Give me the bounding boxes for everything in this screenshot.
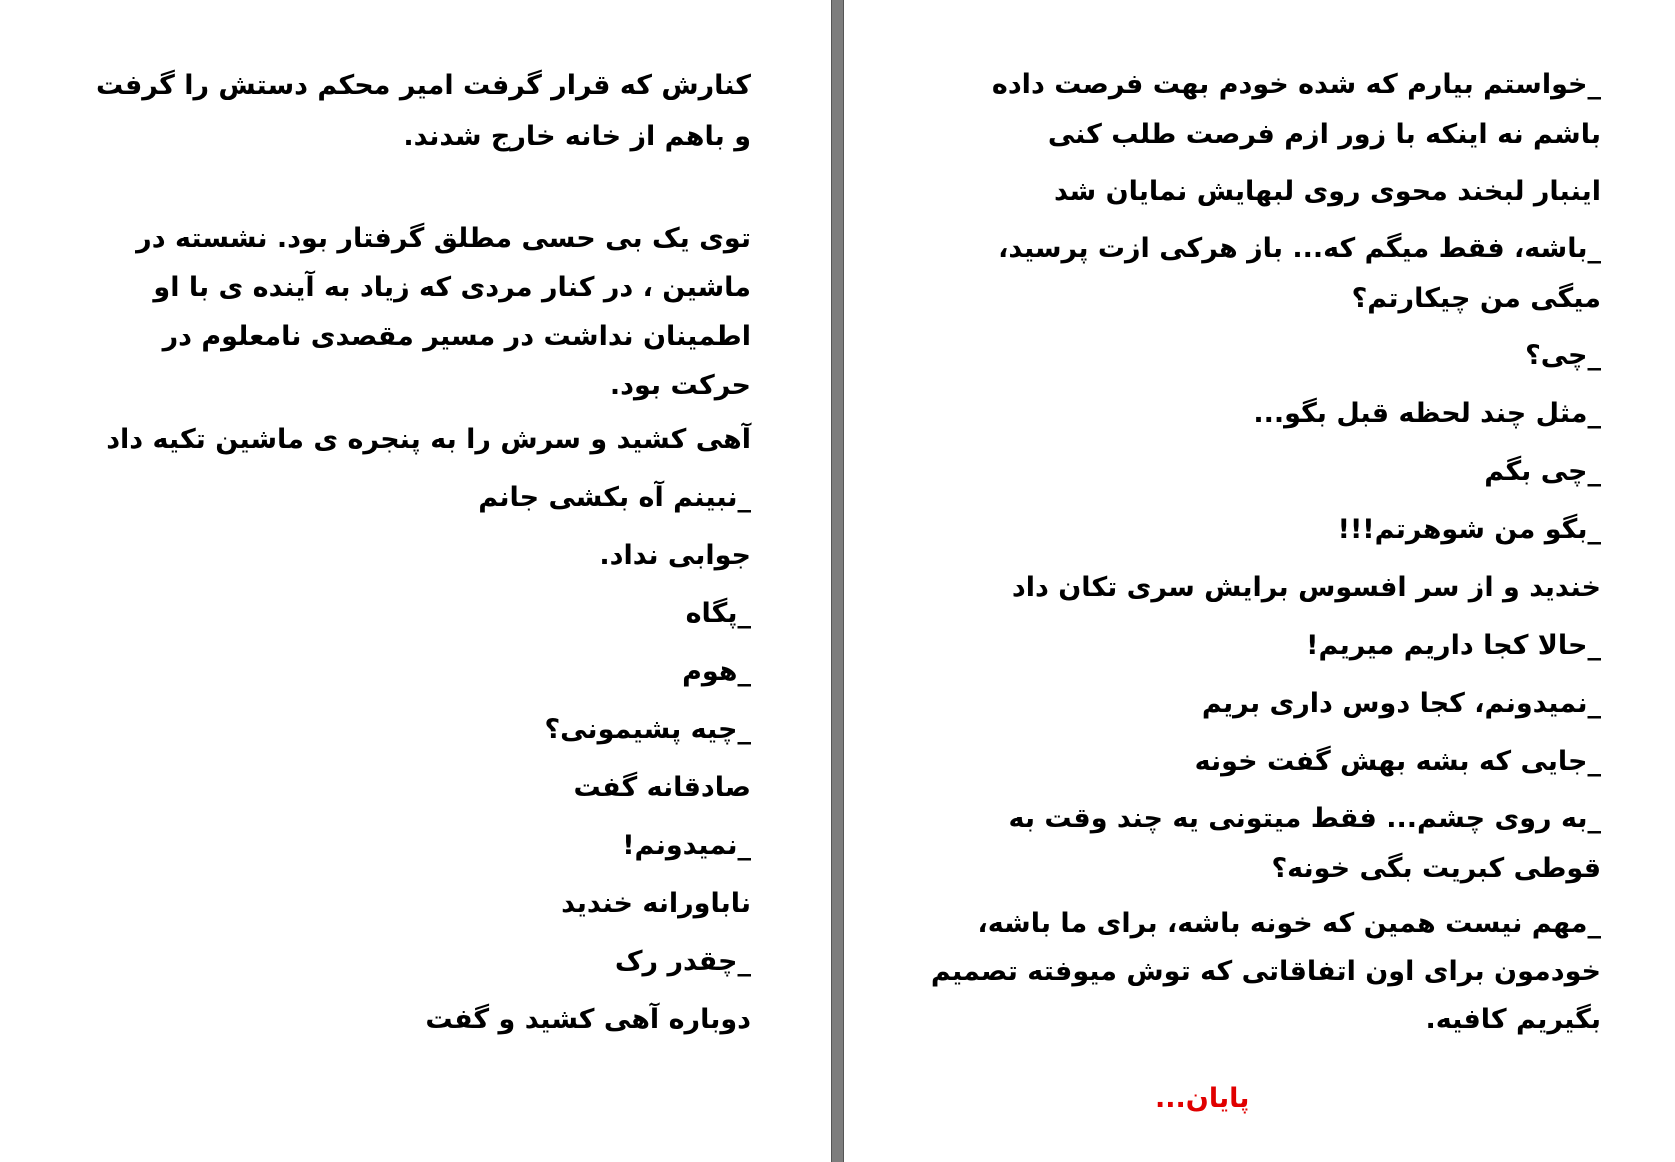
paragraph: _جایی که بشه بهش گفت خونه	[1194, 746, 1601, 777]
left-page	[0, 0, 832, 1162]
page-gutter	[832, 0, 843, 1162]
paragraph: دوباره آهی کشید و گفت	[425, 1004, 751, 1035]
paragraph: _بگو من شوهرتم!!!	[1337, 514, 1601, 545]
paragraph: جوابی نداد.	[599, 540, 751, 571]
paragraph: _نمیدونم، کجا دوس داری بریم	[1201, 688, 1601, 719]
paragraph: _چقدر رک	[614, 946, 751, 977]
paragraph: توی یک بی حسی مطلق گرفتار بود. نشسته در ماشین ، در کنار مردی که زیاد به آینده ی با او اطمینان نداشت در مسیر مقصدی نامعلوم در حرکت بود.	[136, 223, 751, 401]
paragraph: _پگاه	[685, 598, 751, 629]
paragraph: _مثل چند لحظه قبل بگو...	[1253, 398, 1601, 429]
paragraph: ناباورانه خندید	[561, 888, 751, 919]
paragraph: _نمیدونم!	[622, 830, 751, 861]
paragraph: آهی کشید و سرش را به پنجره ی ماشین تکیه داد	[106, 424, 751, 455]
right-page	[843, 0, 1675, 1162]
paragraph: _نبینم آه بکشی جانم	[478, 482, 751, 513]
paragraph: _چیه پشیمونی؟	[544, 714, 751, 745]
paragraph: _چی؟	[1525, 340, 1601, 371]
paragraph: _باشه، فقط میگم که... باز هرکی ازت پرسید، میگی من چیکارتم؟	[998, 233, 1601, 314]
paragraph: کنارش که قرار گرفت امیر محکم دستش را گرفت و باهم از خانه خارج شدند.	[96, 70, 751, 152]
paragraph: _خواستم بیارم که شده خودم بهت فرصت داده باشم نه اینکه با زور ازم فرصت طلب کنی	[991, 69, 1601, 150]
paragraph: خندید و از سر افسوس برایش سری تکان داد	[1011, 572, 1601, 603]
paragraph: صادقانه گفت	[573, 772, 751, 803]
ending-text: پایان...	[1155, 1083, 1250, 1114]
paragraph: _حالا کجا داریم میریم!	[1306, 630, 1601, 661]
right-page-text	[921, 60, 1601, 1050]
left-page-text	[91, 60, 751, 1046]
paragraph: _مهم نیست همین که خونه باشه، برای ما باشه، خودمون برای اون اتفاقاتی که توش میوفته تصمیم بگیریم کافیه.	[930, 908, 1601, 1035]
paragraph: _چی بگم	[1484, 456, 1601, 487]
paragraph: اینبار لبخند محوی روی لبهایش نمایان شد	[1054, 176, 1601, 207]
paragraph: _به روی چشم... فقط میتونی یه چند وقت به قوطی کبریت بگی خونه؟	[1008, 803, 1601, 884]
paragraph: _هوم	[682, 656, 751, 687]
